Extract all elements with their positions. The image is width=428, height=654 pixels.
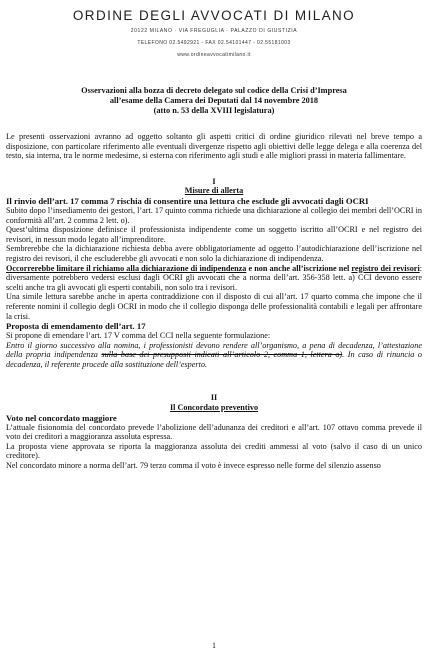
- section-1-paragraph-5: Una simile lettura sarebbe anche in aperta contraddizione con il disposto di cui all’art. 17 quarto comma che impone che il referente nomini il collegio degli OCRI in modo che il collegio disponga delle professionalità contabili e legali per affrontare la crisi.: [6, 292, 422, 321]
- page-number: 1: [212, 641, 216, 650]
- proposal-heading: Proposta di emendamento dell’art. 17: [6, 321, 146, 332]
- paragraph-4-rest: : diversamente potrebbero vedersi esclusi dagli OCRI gli avvocati che a norma dell’art. 356-358 lett. a) CCI devono essere scelti anche tra gli avvocati gli esperti contabili, non solo tra i revisori.: [6, 263, 422, 292]
- section-1-paragraph-1: Subito dopo l’insediamento dei gestori, l’art. 17 quinto comma richiede una dichiarazione al collegio dei membri dell’OCRI in conformità all’art. 2 comma 2 lett. o).: [6, 205, 422, 225]
- section-1-heading: Il rinvio dell’art. 17 comma 7 rischia di consentire una lettura che esclude gli avvocati dagli OCRI: [6, 195, 369, 206]
- section-1-paragraph-3: Sembrerebbe che la dichiarazione richiesta debba avere obbligatoriamente ad oggetto l’autodichiarazione dell’iscrizione nel registro dei revisori, il che escluderebbe gli avvocati e non solo la dichiarazione di indipendenza.: [6, 244, 422, 263]
- emphasis-limit-declaration: Occorrerebbe limitare il richiamo alla dichiarazione di indipendenza: [6, 263, 247, 273]
- document-title: [6, 86, 422, 116]
- section-2-paragraph-1: L’attuale fisionomia del concordato prevede l’abolizione dell’adunanza dei creditori e all’art. 107 ottavo comma prevede il voto dei creditori a maggioranza assoluta espressa.: [6, 422, 422, 442]
- letterhead: [0, 0, 428, 58]
- intro-paragraph: Le presenti osservazioni avranno ad oggetto soltanto gli aspetti critici di ordine giuridico rilevati nel breve tempo a disposizione, con particolare riferimento alle eventuali divergenze rispetto agli obiettivi delle legge delega e alla coerenza del testo, sia interna, tra le norme medesime, si esterna con riferimento agli studi e alle migliori prassi in materia fallimentare.: [6, 132, 422, 161]
- document-body: [6, 86, 422, 471]
- org-website: www.ordineavvocatimilano.it: [177, 52, 251, 58]
- title-line-2: all’esame della Camera dei Deputati dal 14 novembre 2018: [109, 96, 319, 105]
- section-1-paragraph-2: Quest’ultima disposizione definisce il professionista indipendente come un soggetto iscritto all’OCRI e nel registro dei revisori, in nessun modo legato all’imprenditore.: [6, 225, 422, 244]
- section-2-paragraph-3: Nel concordato minore a norma dell’art. 79 terzo comma il voto è invece espresso nelle forme del silenzio assenso: [6, 461, 381, 471]
- section-2-heading: Voto nel concordato maggiore: [6, 412, 117, 423]
- section-1-title: Misure di allerta: [184, 186, 244, 196]
- emphasis-auditors-register: registro dei revisori: [351, 263, 420, 273]
- title-line-3: (atto n. 53 della XVIII legislatura): [153, 106, 275, 115]
- org-contacts: TELEFONO 02.5492921 - FAX 02.54101447 - 02.55181003: [137, 40, 291, 46]
- proposal-text-end: . In caso di rinuncia o decadenza, il referente procede alla sostituzione dell’esperto.: [6, 350, 422, 369]
- section-2-number: II: [210, 393, 218, 403]
- proposal-struck-text: sulla base dei presupposti indicati all’articolo 2, comma 1, lettera o): [101, 350, 343, 360]
- emphasis-registration: e non anche all’iscrizione nel: [246, 263, 352, 273]
- section-1-number: I: [212, 176, 216, 186]
- org-address: 20122 MILANO · VIA FREGUGLIA · PALAZZO DI GIUSTIZIA: [130, 28, 298, 34]
- section-2-title: Il Concordato preventivo: [169, 403, 259, 413]
- section-2-paragraph-2: La proposta viene approvata se riporta la maggioranza assoluta dei crediti ammessi al voto (salvo il caso di un unico creditore).: [6, 441, 422, 461]
- proposal-text-start: Entro il giorno successivo alla nomina, i professionisti devono rendere all’organismo, a pena di decadenza, l’attestazione della propria indipendenza: [6, 340, 422, 360]
- org-name: ORDINE DEGLI AVVOCATI DI MILANO: [72, 8, 356, 23]
- section-1-paragraph-4: [6, 264, 422, 293]
- title-line-1: Osservazioni alla bozza di decreto delegato sul codice della Crisi d’Impresa: [81, 86, 347, 95]
- proposal-intro: Si propone di emendare l’art. 17 V comma del CCI nella seguente formulazione:: [6, 331, 271, 341]
- proposal-text: [6, 341, 422, 370]
